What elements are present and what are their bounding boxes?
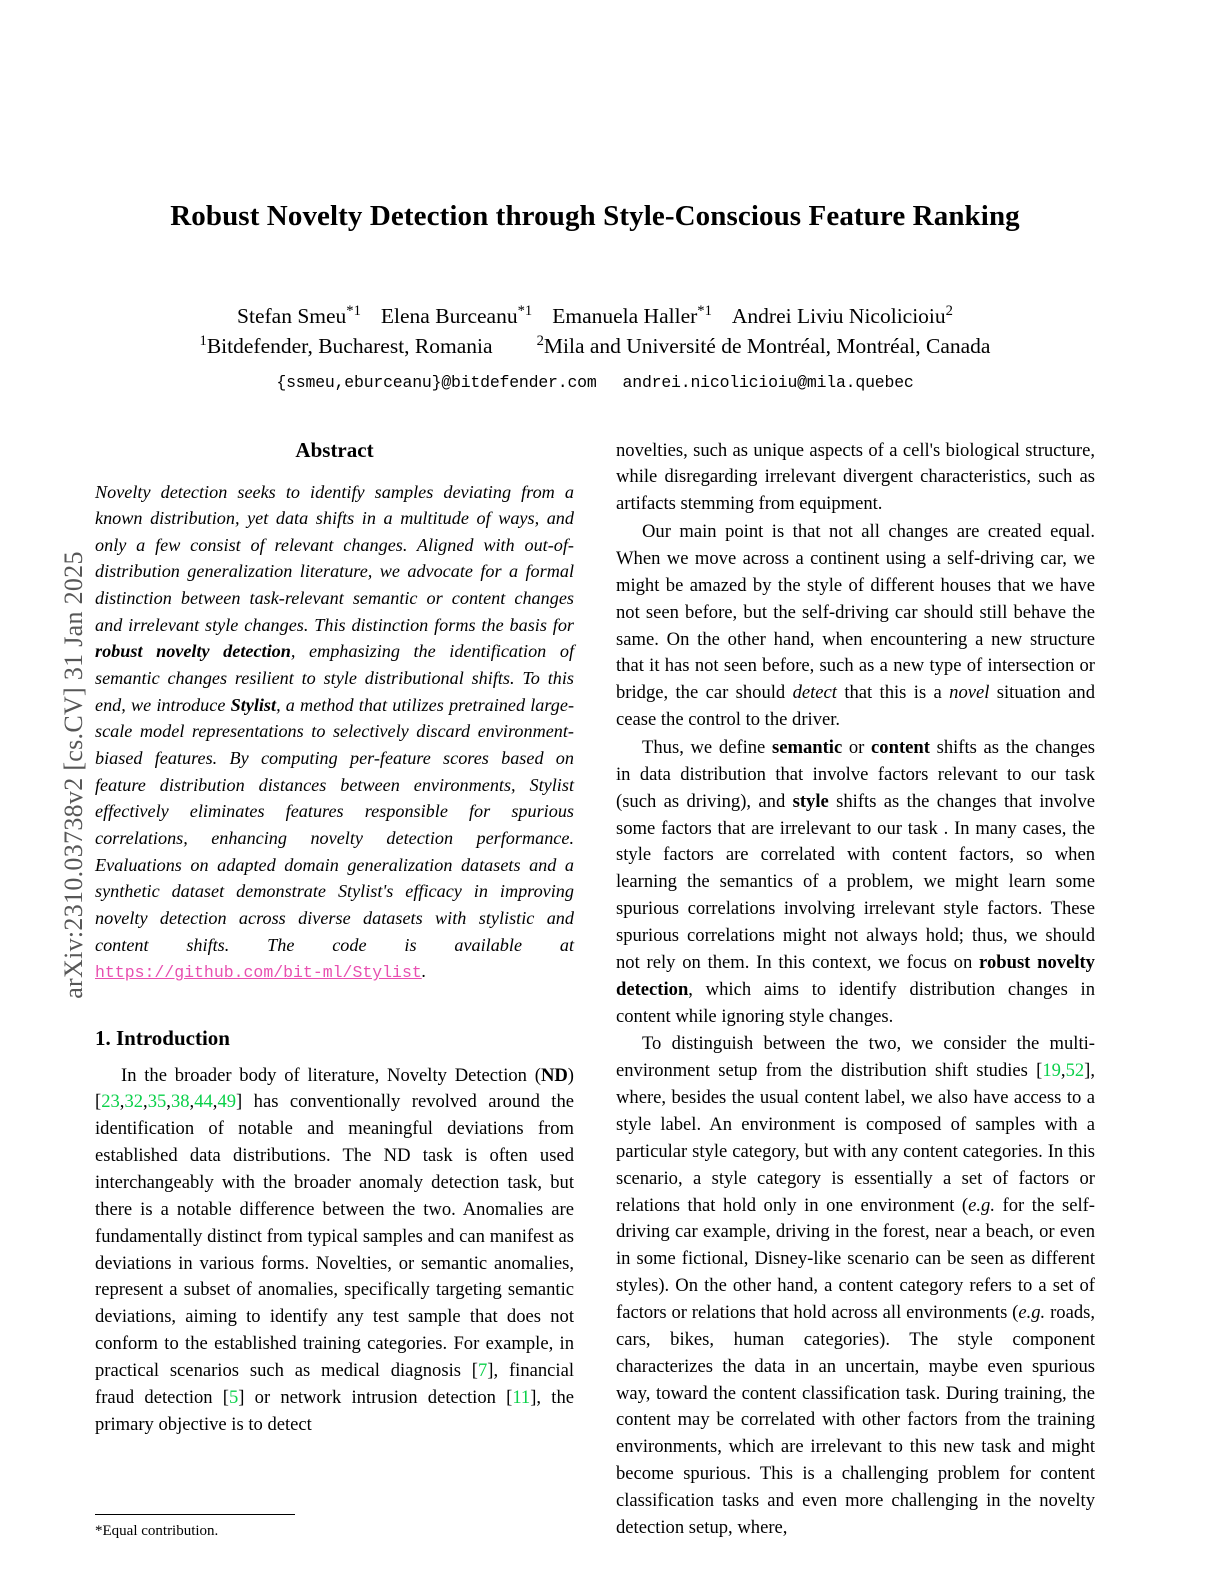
abstract-heading: Abstract <box>295 437 374 462</box>
citation-ref[interactable]: 23 <box>101 1091 120 1113</box>
bold-term: robust novelty detection <box>616 951 1095 1000</box>
section-heading-introduction: 1. Introduction <box>95 1025 230 1050</box>
citation-ref[interactable]: 7 <box>478 1359 488 1381</box>
intro-paragraph-1: In the broader body of literature, Novelty Detection (ND) [23,32,35,38,44,49] has conventionally revolved around the identification of notable and meaningful deviations from established data distributions. The ND task is often used interchangeably with the broader anomaly detection task, but there is a notable difference between the two. Anomalies are fundamentally distinct from typical samples and can manifest as deviations in various forms. Novelties, or semantic anomalies, represent a subset of anomalies, specifically targeting semantic deviations, aiming to identify any test sample that does not conform to the established training categories. For example, in practical scenarios such as medical diagnosis [7], financial fraud detection [5] or network intrusion detection [11], the primary objective is to detect <box>95 1064 575 1435</box>
arxiv-stamp: arXiv:2310.03738v2 [cs.CV] 31 Jan 2025 <box>59 551 88 999</box>
citation-ref[interactable]: 35 <box>147 1091 167 1113</box>
right-column <box>616 438 1095 1584</box>
bold-term: semantic <box>771 736 843 758</box>
citation-ref[interactable]: 38 <box>170 1091 190 1113</box>
email-line <box>95 373 1095 392</box>
intro-paragraph-1-cont: novelties, such as unique aspects of a cell's biological structure, while disregarding irrelevant divergent characteristics, such as artifacts stemming from equipment. <box>616 439 1095 515</box>
bold-term: style <box>792 790 829 812</box>
author-list <box>95 301 1095 332</box>
citation-ref[interactable]: 5 <box>228 1386 239 1408</box>
email-address: andrei.nicolicioiu@mila.quebec <box>622 372 914 392</box>
left-column <box>95 438 574 1584</box>
abstract-bold-term: robust novelty detection <box>95 641 291 662</box>
citation-ref[interactable]: 32 <box>124 1091 144 1113</box>
footnote-block <box>95 1490 574 1542</box>
two-column-body <box>95 438 1095 1584</box>
author-mark: *1 <box>517 302 533 319</box>
citation-ref[interactable]: 52 <box>1065 1060 1085 1082</box>
paper-content <box>95 0 1095 1584</box>
citation-ref[interactable]: 44 <box>194 1091 213 1113</box>
intro-paragraph-4: To distinguish between the two, we consider the multi-environment setup from the distribution shift studies [19,52], where, besides the usual content label, we also have access to a style label. An environment is composed of samples with a particular style category, but with any content categories. In this scenario, a style category is essentially a set of factors or relations that hold only in one environment (e.g. for the self-driving car example, driving in the forest, near a beach, or even in some fictional, Disney-like scenario can be seen as different styles). On the other hand, a content category refers to a set of factors or relations that hold across all environments (e.g. roads, cars, bikes, human categories). The style component characterizes the data in an uncertain, maybe even spurious way, toward the content classification task. During training, the content may be correlated with other factors from the training environments, which are irrelevant to this new task and might become spurious. This is a challenging problem for content classification tasks and even more challenging in the novelty detection setup, where, <box>616 1033 1095 1538</box>
citation-ref[interactable]: 19 <box>1042 1060 1061 1082</box>
emphasis: e.g. <box>968 1194 995 1216</box>
author-mark: 2 <box>945 302 953 319</box>
abstract-bold-term: Stylist <box>230 694 277 715</box>
code-repository-link[interactable]: https://github.com/bit-ml/Stylist <box>95 963 422 983</box>
author: Emanuela Haller$^{*1}$ <box>552 302 712 328</box>
emphasis: e.g. <box>1018 1302 1046 1324</box>
affiliation: $^1$Bitdefender, Bucharest, Romania <box>199 332 493 358</box>
page-title: Robust Novelty Detection through Style-Conscious Feature Ranking <box>170 200 1020 232</box>
intro-paragraph-3: Thus, we define semantic or content shifts as the changes in data distribution that involve factors relevant to our task (such as driving), and style shifts as the changes that involve some factors that are irrelevant to our task . In many cases, the style factors are correlated with content factors, so when learning the semantics of a problem, we might learn some spurious correlations involving irrelevant style factors. These spurious correlations might not always hold; thus, we should not rely on them. In this context, we focus on robust novelty detection, which aims to identify distribution changes in content while ignoring style changes. <box>616 736 1095 1027</box>
citation-ref[interactable]: 11 <box>512 1386 531 1408</box>
citation-ref[interactable]: 49 <box>217 1091 237 1113</box>
intro-paragraph-2: Our main point is that not all changes are created equal. When we move across a continent using a self-driving car, we might be amazed by the style of different houses that we have not seen before, but the self-driving car should still behave the same. On the other hand, when encountering a new structure that it has not seen before, such as a new type of intersection or bridge, the car should detect that this is a novel situation and cease the control to the driver. <box>616 521 1096 731</box>
email-address: {ssmeu,eburceanu}@bitdefender.com <box>276 372 597 392</box>
affiliation: $^2$Mila and Université de Montréal, Montréal, Canada <box>536 332 991 358</box>
abstract-text: Novelty detection seeks to identify samples deviating from a known distribution, yet data shifts in a multitude of ways, and only a few consist of relevant changes. Aligned with out-of-distribution generalization literature, we advocate for a formal distinction between task-relevant semantic or content changes and irrelevant style changes. This distinction forms the basis for robust novelty detection, emphasizing the identification of semantic changes resilient to style distributional shifts. To this end, we introduce Stylist, a method that utilizes pretrained large-scale model representations to selectively discard environment-biased features. By computing per-feature scores based on feature distribution distances between environments, Stylist effectively eliminates features responsible for spurious correlations, enhancing novelty detection performance. Evaluations on adapted domain generalization datasets and a synthetic dataset demonstrate Stylist's efficacy in improving novelty detection across diverse datasets with stylistic and content shifts. The code is available at https://github.com/bit-ml/Stylist. <box>95 481 575 983</box>
author: Elena Burceanu$^{*1}$ <box>380 302 533 328</box>
author: Andrei Liviu Nicolicioiu$^2$ <box>731 302 953 328</box>
bold-term: content <box>871 736 930 758</box>
nd-abbrev: ND <box>540 1064 568 1086</box>
emphasis: novel <box>949 682 990 704</box>
author-mark: *1 <box>346 302 361 319</box>
emphasis: detect <box>792 682 837 704</box>
author-mark: *1 <box>697 302 712 319</box>
author: Stefan Smeu$^{*1}$ <box>237 302 361 328</box>
affiliation-list <box>95 334 1095 359</box>
footnote-text: *Equal contribution. <box>95 1523 219 1540</box>
footnote-rule <box>95 1514 295 1515</box>
